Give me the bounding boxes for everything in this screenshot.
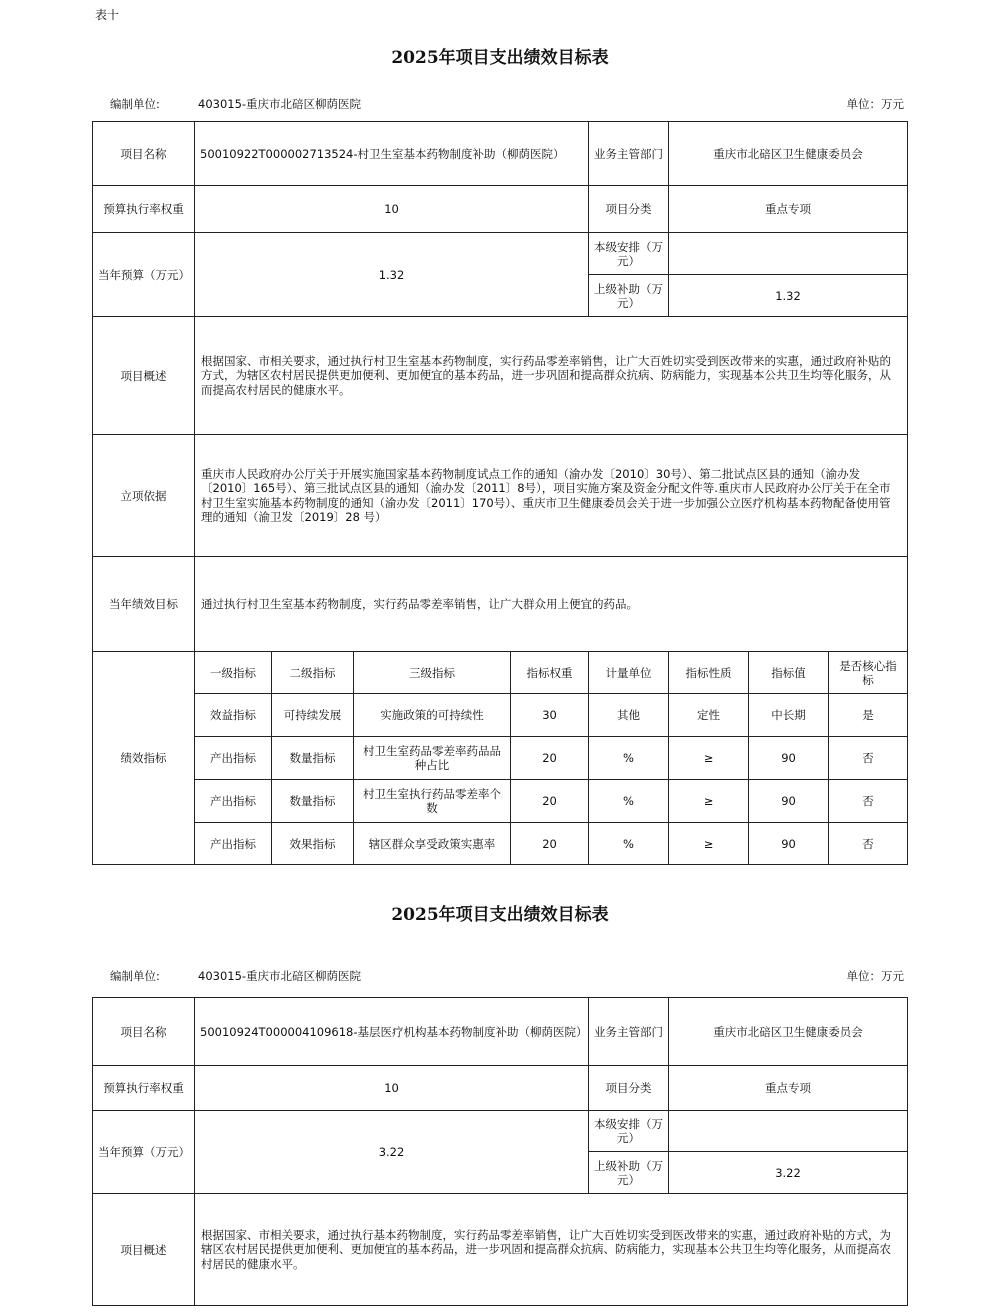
budget-value: 3.22: [195, 1111, 589, 1194]
upper-funding-label: 上级补助（万元）: [589, 1152, 669, 1194]
indicator-row: [93, 694, 908, 737]
indicator-cell: 村卫生室执行药品零差率个数: [354, 780, 511, 823]
unit-name: 403015-重庆市北碚区柳荫医院: [198, 969, 362, 983]
unit-label: 编制单位:: [110, 969, 160, 983]
indicator-cell: 30: [511, 694, 589, 737]
basis-text: 重庆市人民政府办公厅关于开展实施国家基本药物制度试点工作的通知（渝办发〔2010〕30号）、第二批试点区县的通知（渝办发〔2010〕165号）、第三批试点区县的通知（渝办发〔2011〕8号），项目实施方案及资金分配文件等.重庆市人民政府办公厅关于在全市村卫生室实施基本药物制度的通知（渝办发〔2011〕170号）、重庆市卫生健康委员会关于进一步加强公立医疗机构基本药物配备使用管理的通知（渝卫发〔2019〕28 号）: [195, 435, 908, 557]
local-funding-label: 本级安排（万元）: [589, 1111, 669, 1152]
indicator-cell: 20: [511, 780, 589, 823]
goal-text: 通过执行村卫生室基本药物制度，实行药品零差率销售，让广大群众用上便宜的药品。: [195, 557, 908, 652]
upper-funding-value: 1.32: [669, 275, 908, 317]
budget-label: 当年预算（万元）: [93, 233, 195, 317]
indicator-cell: 数量指标: [272, 737, 354, 780]
indicator-cell: 否: [829, 823, 908, 865]
indicator-cell: ≥: [669, 780, 749, 823]
overview-text: 根据国家、市相关要求，通过执行基本药物制度，实行药品零差率销售，让广大百姓切实受到医改带来的实惠，通过政府补贴的方式，为辖区农村居民提供更加便利、更加便宜的基本药品，进一步巩固和提高群众抗病、防病能力，实现基本公共卫生均等化服务，从而提高农村居民的健康水平。: [195, 1194, 908, 1306]
unit-measure: 单位：万元: [846, 97, 904, 111]
indicator-cell: 是: [829, 694, 908, 737]
indicator-cell: 产出指标: [195, 737, 272, 780]
weight-value: 10: [195, 186, 589, 233]
indicator-cell: 可持续发展: [272, 694, 354, 737]
indicator-cell: 村卫生室药品零差率药品品种占比: [354, 737, 511, 780]
indicator-cell: 定性: [669, 694, 749, 737]
indicator-cell: ≥: [669, 823, 749, 865]
indicator-header: 是否核心指标: [829, 652, 908, 694]
overview-label: 项目概述: [93, 1194, 195, 1306]
indicator-cell: 90: [749, 780, 829, 823]
indicator-header: 指标权重: [511, 652, 589, 694]
budget-label: 当年预算（万元）: [93, 1111, 195, 1194]
upper-funding-label: 上级补助（万元）: [589, 275, 669, 317]
indicator-header: 一级指标: [195, 652, 272, 694]
category-label: 项目分类: [589, 186, 669, 233]
dept-label: 业务主管部门: [589, 122, 669, 186]
unit-name: 403015-重庆市北碚区柳荫医院: [198, 97, 362, 111]
indicator-cell: 效果指标: [272, 823, 354, 865]
table-title: 2025年项目支出绩效目标表: [391, 905, 609, 925]
unit-label: 编制单位:: [110, 97, 160, 111]
indicator-cell: %: [589, 823, 669, 865]
indicator-header: 指标性质: [669, 652, 749, 694]
overview-text: 根据国家、市相关要求，通过执行村卫生室基本药物制度，实行药品零差率销售，让广大百姓切实受到医改带来的实惠，通过政府补贴的方式，为辖区农村居民提供更加便利、更加便宜的基本药品，进一步巩固和提高群众抗病、防病能力，实现基本公共卫生均等化服务，从而提高农村居民的健康水平。: [195, 317, 908, 435]
overview-label: 项目概述: [93, 317, 195, 435]
indicator-cell: 产出指标: [195, 823, 272, 865]
indicator-cell: 否: [829, 780, 908, 823]
dept-label: 业务主管部门: [589, 998, 669, 1066]
indicator-cell: 90: [749, 823, 829, 865]
indicator-row: [93, 823, 908, 865]
indicator-cell: 数量指标: [272, 780, 354, 823]
indicator-cell: 20: [511, 737, 589, 780]
dept-value: 重庆市北碚区卫生健康委员会: [669, 998, 908, 1066]
indicator-cell: 辖区群众享受政策实惠率: [354, 823, 511, 865]
indicator-cell: 中长期: [749, 694, 829, 737]
indicator-cell: 否: [829, 737, 908, 780]
budget-value: 1.32: [195, 233, 589, 317]
indicator-header: 三级指标: [354, 652, 511, 694]
local-funding-value: [669, 233, 908, 275]
indicator-header: 计量单位: [589, 652, 669, 694]
indicator-cell: ≥: [669, 737, 749, 780]
weight-label: 预算执行率权重: [93, 1066, 195, 1111]
performance-target-table: [92, 997, 908, 1306]
project-name-label: 项目名称: [93, 998, 195, 1066]
project-name-label: 项目名称: [93, 122, 195, 186]
goal-label: 当年绩效目标: [93, 557, 195, 652]
category-label: 项目分类: [589, 1066, 669, 1111]
indicator-cell: 产出指标: [195, 780, 272, 823]
indicator-cell: 90: [749, 737, 829, 780]
weight-value: 10: [195, 1066, 589, 1111]
indicator-cell: %: [589, 780, 669, 823]
indicator-cell: 20: [511, 823, 589, 865]
performance-target-table: [92, 121, 908, 865]
project-name-value: 50010924T000004109618-基层医疗机构基本药物制度补助（柳荫医院）: [195, 998, 589, 1066]
indicator-cell: %: [589, 737, 669, 780]
category-value: 重点专项: [669, 186, 908, 233]
indicator-cell: 其他: [589, 694, 669, 737]
project-name-value: 50010922T000002713524-村卫生室基本药物制度补助（柳荫医院）: [195, 122, 589, 186]
local-funding-value: [669, 1111, 908, 1152]
upper-funding-value: 3.22: [669, 1152, 908, 1194]
indicator-cell: 效益指标: [195, 694, 272, 737]
weight-label: 预算执行率权重: [93, 186, 195, 233]
local-funding-label: 本级安排（万元）: [589, 233, 669, 275]
indicators-label: 绩效指标: [93, 652, 195, 865]
table-title: 2025年项目支出绩效目标表: [391, 48, 609, 68]
table-number-label: 表十: [95, 8, 120, 22]
indicator-header: 指标值: [749, 652, 829, 694]
unit-measure: 单位：万元: [846, 969, 904, 983]
basis-label: 立项依据: [93, 435, 195, 557]
indicator-cell: 实施政策的可持续性: [354, 694, 511, 737]
indicator-header: 二级指标: [272, 652, 354, 694]
indicator-row: [93, 780, 908, 823]
category-value: 重点专项: [669, 1066, 908, 1111]
dept-value: 重庆市北碚区卫生健康委员会: [669, 122, 908, 186]
indicator-row: [93, 737, 908, 780]
